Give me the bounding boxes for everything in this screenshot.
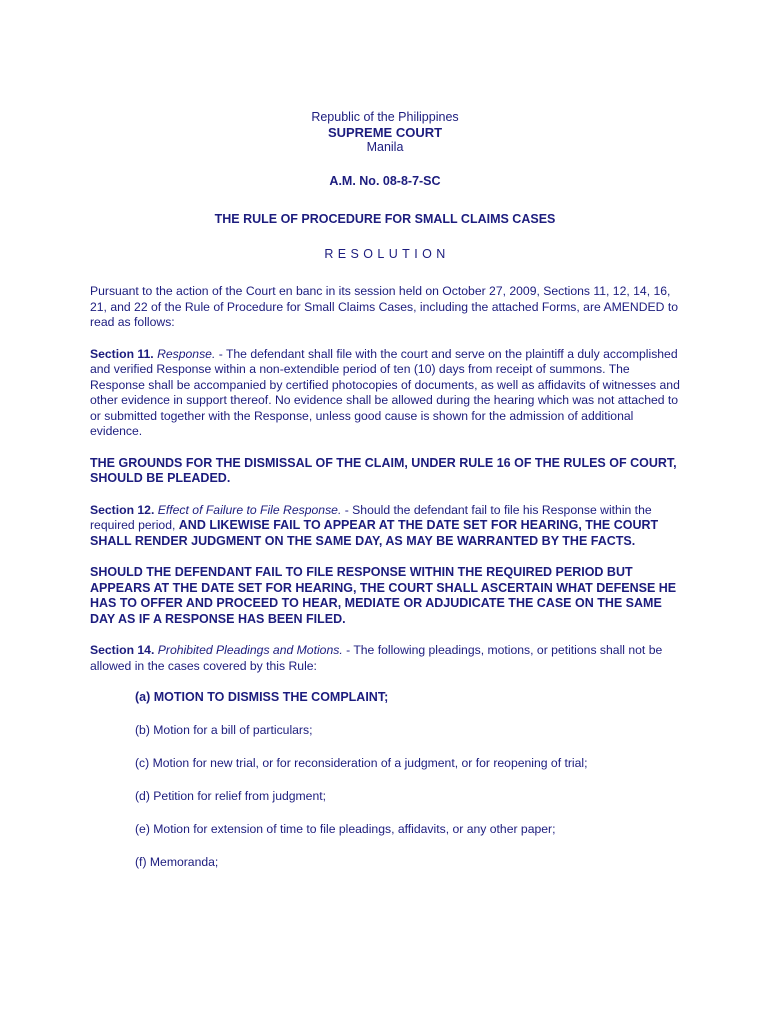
intro-text-before: Pursuant to the action of the Court en banc in its session held on October 27, 2009, Sections 11, 12, 14, 16, 21, and 22 of the Rule of Procedure for Small Claims Cases, including the attached Forms, are <box>90 284 671 314</box>
section-12-amendment: SHOULD THE DEFENDANT FAIL TO FILE RESPONSE WITHIN THE REQUIRED PERIOD BUT APPEARS AT THE DATE SET FOR HEARING, THE COURT SHALL ASCERTAIN WHAT DEFENSE HE HAS TO OFFER AND PROCEED TO HEAR, MEDIATE OR ADJUDICATE THE CASE ON THE SAME DAY AS IF A RESPONSE HAS BEEN FILED. <box>90 565 677 626</box>
section-14-title: Prohibited Pleadings and Motions. <box>157 643 343 657</box>
court-name: SUPREME COURT <box>327 125 443 140</box>
list-item-a: (a) MOTION TO DISMISS THE COMPLAINT; <box>135 690 389 704</box>
section-11-paragraph <box>90 347 680 440</box>
list-item-e: (e) Motion for extension of time to file pleadings, affidavits, or any other paper; <box>135 822 556 836</box>
list-item-b: (b) Motion for a bill of particulars; <box>135 723 313 737</box>
section-11-text: - The defendant shall file with the court and serve on the plaintiff a duly accomplished and verified Response within a non-extendible period of ten (10) days from receipt of summons. The Response shall be accompanied by certified photocopies of documents, as well as affidavits of witnesses and other evidence in support thereof. No evidence shall be allowed during the hearing which was not attached to or submitted together with the Response, unless good cause is shown for the admission of additional evidence. <box>90 346 680 438</box>
section-11-label: Section 11. <box>90 346 154 361</box>
section-14-text: - The following pleadings, motions, or petitions shall not be allowed in the cases covered by this Rule: <box>90 643 663 673</box>
section-14-label: Section 14. <box>90 643 155 657</box>
section-11-amendment: THE GROUNDS FOR THE DISMISSAL OF THE CLAIM, UNDER RULE 16 OF THE RULES OF COURT, SHOULD BE PLEADED. <box>90 455 677 485</box>
document-title: THE RULE OF PROCEDURE FOR SMALL CLAIMS CASES <box>214 212 556 226</box>
prohibited-list <box>135 690 680 870</box>
resolution-heading: RESOLUTION <box>324 247 450 261</box>
section-12-amendment-inline: AND LIKEWISE FAIL TO APPEAR AT THE DATE SET FOR HEARING, THE COURT SHALL RENDER JUDGMENT ON THE SAME DAY, AS MAY BE WARRANTED BY THE FACTS. <box>90 518 659 548</box>
section-12-paragraph <box>90 503 680 550</box>
section-12-label: Section 12. <box>90 502 155 517</box>
list-item-c: (c) Motion for new trial, or for reconsideration of a judgment, or for reopening of trial; <box>135 756 588 770</box>
section-12-text: - Should the defendant fail to file his Response within the required period, <box>90 502 652 532</box>
section-12-title: Effect of Failure to File Response. <box>157 502 342 517</box>
list-item-f: (f) Memoranda; <box>135 855 219 869</box>
intro-paragraph <box>90 284 680 331</box>
section-11-title: Response. <box>157 346 216 361</box>
court-city: Manila <box>366 140 404 154</box>
intro-amended: AMENDED <box>603 299 665 314</box>
list-item-d: (d) Petition for relief from judgment; <box>135 789 327 803</box>
intro-text-after: to read as follows: <box>90 299 679 329</box>
section-14-paragraph <box>90 643 680 674</box>
document-page <box>90 110 680 870</box>
am-number: A.M. No. 08-8-7-SC <box>329 174 441 188</box>
republic-line: Republic of the Philippines <box>311 110 459 124</box>
